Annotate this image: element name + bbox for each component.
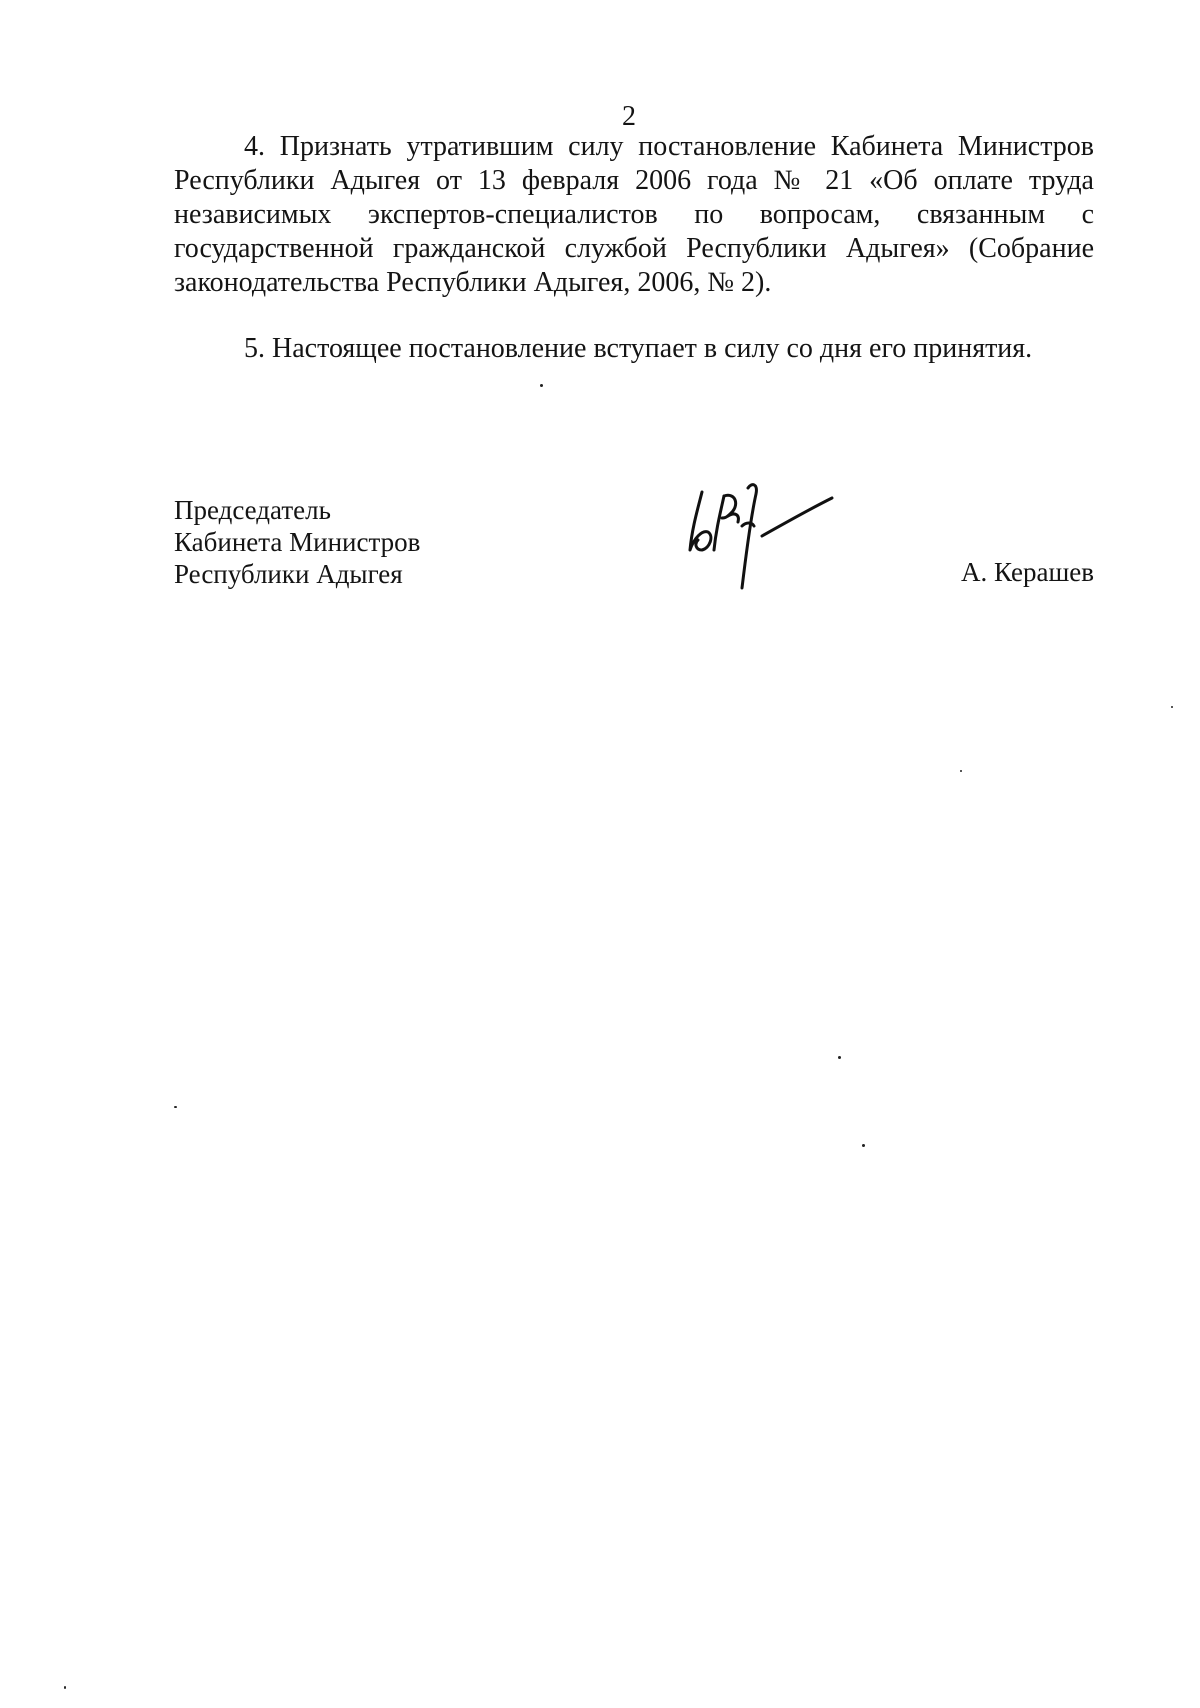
handwritten-signature [680, 478, 860, 598]
scan-speck [838, 1056, 841, 1059]
scan-speck [862, 1144, 865, 1147]
scan-speck [64, 1686, 66, 1689]
scan-speck [960, 770, 962, 772]
signer-title [174, 494, 420, 590]
paragraph-4: 4. Признать утратившим силу постановление Кабинета Министров Республики Адыгея от 13 февраля 2006 года № 21 «Об оплате труда независимых экспертов-специалистов по вопросам, связанным с государственной гражданской службой Республики Адыгея» (Собрание законодательства Республики Адыгея, 2006, № 2). [174, 131, 1094, 298]
scan-speck [1171, 706, 1173, 708]
signer-name: А. Керашев [961, 557, 1094, 587]
signer-title-line: Республики Адыгея [174, 559, 403, 589]
page-number: 2 [622, 101, 636, 132]
scan-speck [540, 384, 543, 387]
paragraph-5: 5. Настоящее постановление вступает в силу со дня его принятия. [244, 333, 1033, 364]
signer-title-line: Председатель [174, 495, 331, 525]
scan-speck [174, 1106, 177, 1108]
signer-title-line: Кабинета Министров [174, 527, 421, 557]
